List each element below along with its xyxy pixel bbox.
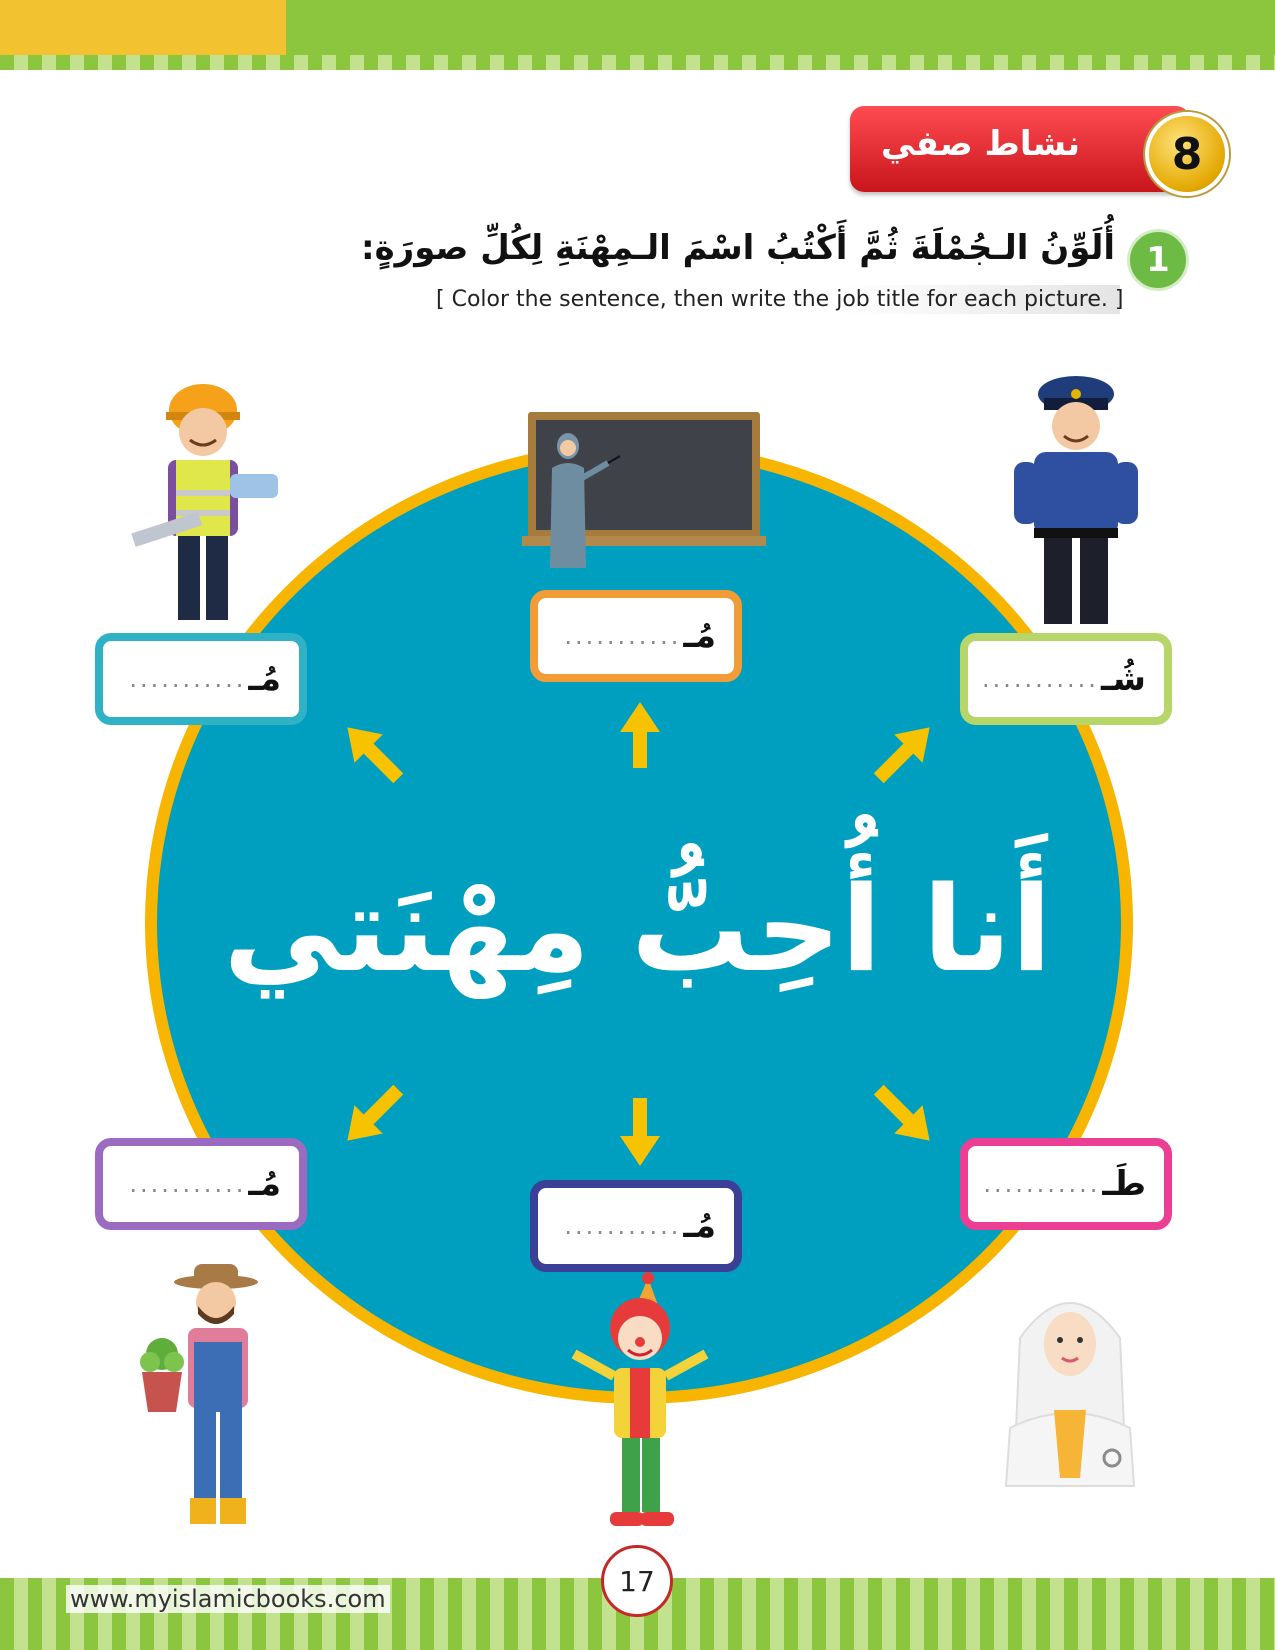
activity-title: نشاط صفي bbox=[880, 124, 1080, 164]
answer-box-doctor[interactable] bbox=[960, 1138, 1172, 1230]
answer-dots: ........... bbox=[129, 1170, 247, 1198]
answer-box-engineer[interactable] bbox=[95, 633, 307, 725]
activity-number-badge: 8 bbox=[1145, 112, 1229, 196]
answer-box-police[interactable] bbox=[960, 633, 1172, 725]
police-officer-illustration bbox=[1000, 368, 1150, 630]
instruction-english: [ Color the sentence, then write the job title for each picture. ] bbox=[430, 285, 1120, 314]
answer-dots: ........... bbox=[129, 665, 247, 693]
answer-start-letter: مُـ bbox=[683, 616, 716, 656]
farmer-illustration bbox=[140, 1262, 280, 1532]
answer-start-letter: مُـ bbox=[248, 659, 281, 699]
answer-start-letter: شُـ bbox=[1100, 659, 1146, 699]
answer-dots: ........... bbox=[564, 1212, 682, 1240]
arrow-down-right-icon bbox=[865, 1076, 944, 1155]
arrow-up-icon bbox=[620, 702, 660, 768]
instruction-arabic: أُلَوِّنُ الـجُمْلَةَ ثُمَّ أَكْتُبُ اسْمَ الـمِهْنَةِ لِكُلِّ صورَةٍ: bbox=[360, 228, 1115, 268]
main-sentence[interactable]: أَنا أُحِبُّ مِهْنَتي bbox=[223, 860, 1052, 998]
answer-box-farmer[interactable] bbox=[95, 1138, 307, 1230]
answer-dots: ........... bbox=[564, 622, 682, 650]
page-number: 17 bbox=[601, 1545, 673, 1617]
answer-dots: ........... bbox=[983, 1170, 1101, 1198]
arrow-down-icon bbox=[620, 1098, 660, 1166]
footer-website-link[interactable]: www.myislamicbooks.com bbox=[66, 1585, 390, 1613]
answer-start-letter: مُـ bbox=[248, 1164, 281, 1204]
answer-dots: ........... bbox=[982, 665, 1099, 693]
answer-box-clown[interactable] bbox=[530, 1180, 742, 1272]
engineer-illustration bbox=[118, 370, 288, 630]
step-number-badge: 1 bbox=[1127, 229, 1189, 291]
answer-start-letter: مُـ bbox=[683, 1206, 716, 1246]
doctor-illustration bbox=[1000, 1278, 1140, 1488]
arrow-down-left-icon bbox=[333, 1076, 412, 1155]
arrow-up-left-icon bbox=[333, 713, 412, 792]
arrow-up-right-icon bbox=[865, 713, 944, 792]
answer-start-letter: طَـ bbox=[1102, 1164, 1146, 1204]
clown-illustration bbox=[560, 1272, 720, 1534]
teacher-illustration bbox=[520, 408, 770, 573]
answer-box-teacher[interactable] bbox=[530, 590, 742, 682]
